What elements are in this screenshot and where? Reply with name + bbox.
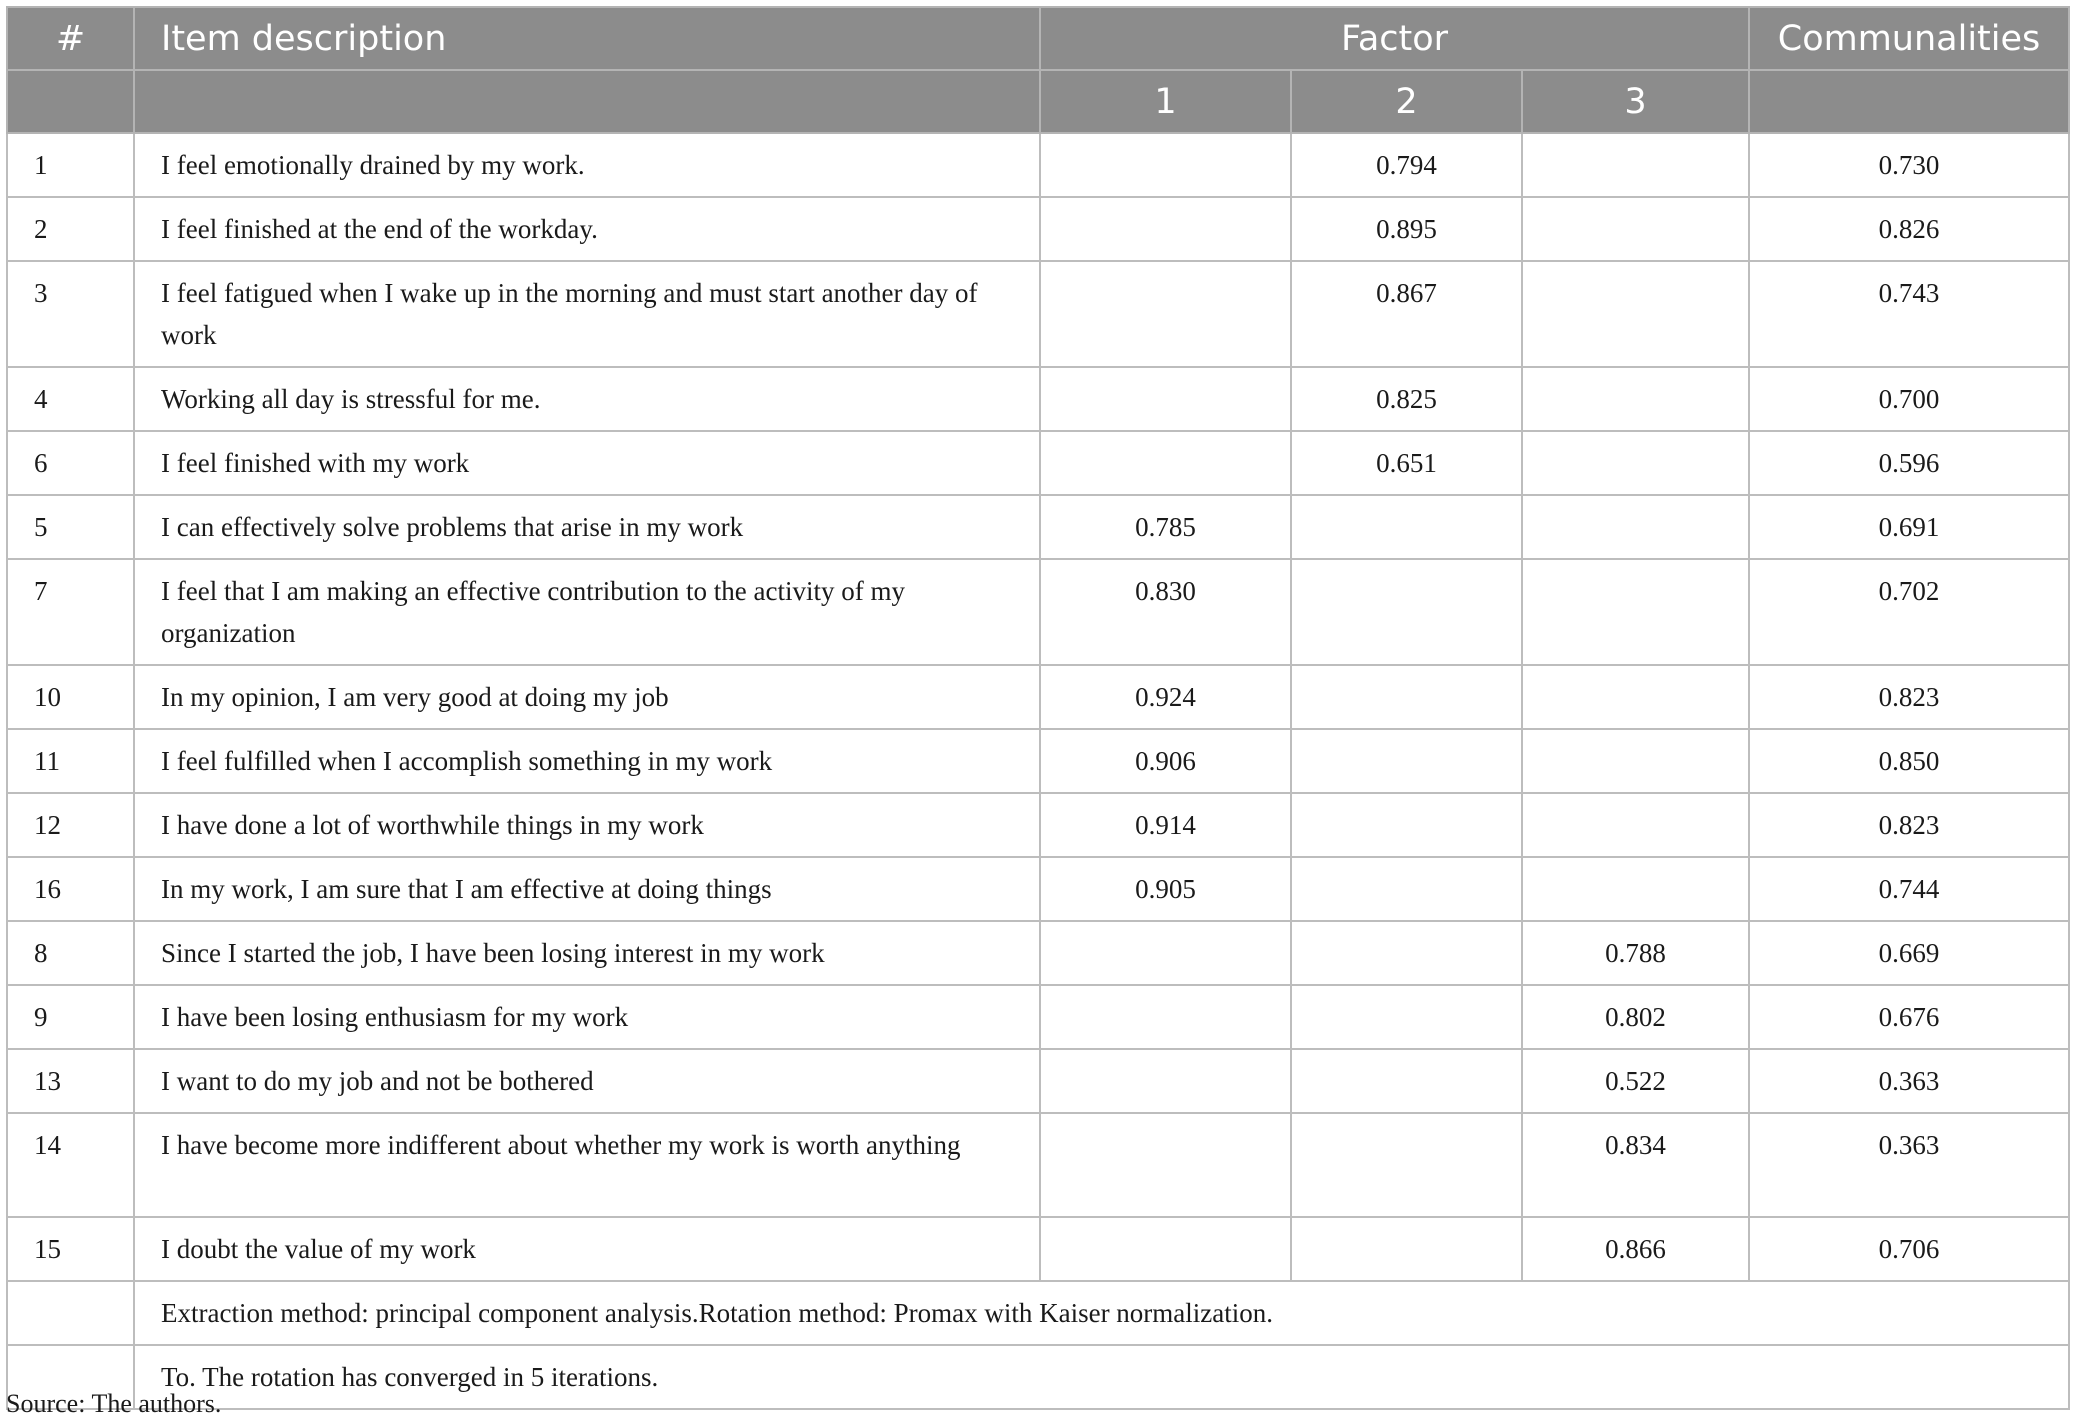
factor-2-loading — [1291, 921, 1522, 985]
factor-2-loading: 0.867 — [1291, 261, 1522, 367]
item-number: 14 — [7, 1113, 134, 1217]
table-row — [7, 1049, 2069, 1113]
factor-1-loading: 0.785 — [1040, 495, 1291, 559]
table-row — [7, 1217, 2069, 1281]
factor-1-loading — [1040, 367, 1291, 431]
header-blank-num — [7, 70, 134, 133]
header-factor-3: 3 — [1522, 70, 1749, 133]
factor-1-loading — [1040, 261, 1291, 367]
header-num: # — [7, 7, 134, 70]
communality-value: 0.596 — [1749, 431, 2069, 495]
communality-value: 0.743 — [1749, 261, 2069, 367]
header-factor: Factor — [1040, 7, 1749, 70]
factor-2-loading — [1291, 665, 1522, 729]
item-description: I have become more indifferent about whether my work is worth anything — [134, 1113, 1040, 1217]
table-row — [7, 367, 2069, 431]
table-row — [7, 921, 2069, 985]
note-blank-cell — [7, 1281, 134, 1345]
communality-value: 0.676 — [1749, 985, 2069, 1049]
factor-1-loading — [1040, 985, 1291, 1049]
factor-3-loading: 0.866 — [1522, 1217, 1749, 1281]
item-description: I can effectively solve problems that arise in my work — [134, 495, 1040, 559]
table-body — [7, 133, 2069, 1409]
header-item-description: Item description — [134, 7, 1040, 70]
header-row-2 — [7, 70, 2069, 133]
factor-3-loading — [1522, 261, 1749, 367]
factor-2-loading — [1291, 1113, 1522, 1217]
item-description: I want to do my job and not be bothered — [134, 1049, 1040, 1113]
source-note: Source: The authors. — [6, 1389, 222, 1418]
table-note: Extraction method: principal component analysis.Rotation method: Promax with Kaiser normalization. — [134, 1281, 2069, 1345]
factor-1-loading — [1040, 921, 1291, 985]
header-blank-comm — [1749, 70, 2069, 133]
item-description: In my work, I am sure that I am effective at doing things — [134, 857, 1040, 921]
factor-1-loading — [1040, 431, 1291, 495]
factor-3-loading — [1522, 495, 1749, 559]
item-description: I feel fatigued when I wake up in the morning and must start another day of work — [134, 261, 1040, 367]
item-description: I have been losing enthusiasm for my work — [134, 985, 1040, 1049]
item-number: 12 — [7, 793, 134, 857]
factor-1-loading: 0.914 — [1040, 793, 1291, 857]
factor-3-loading — [1522, 793, 1749, 857]
table-row — [7, 793, 2069, 857]
header-blank-desc — [134, 70, 1040, 133]
factor-3-loading: 0.788 — [1522, 921, 1749, 985]
table-row — [7, 495, 2069, 559]
item-number: 6 — [7, 431, 134, 495]
communality-value: 0.363 — [1749, 1113, 2069, 1217]
communality-value: 0.669 — [1749, 921, 2069, 985]
factor-2-loading: 0.651 — [1291, 431, 1522, 495]
note-row — [7, 1345, 2069, 1409]
item-number: 16 — [7, 857, 134, 921]
communality-value: 0.826 — [1749, 197, 2069, 261]
table-row — [7, 1113, 2069, 1217]
item-number: 7 — [7, 559, 134, 665]
item-number: 5 — [7, 495, 134, 559]
factor-3-loading — [1522, 857, 1749, 921]
table-row — [7, 261, 2069, 367]
item-number: 1 — [7, 133, 134, 197]
table-row — [7, 133, 2069, 197]
header-factor-2: 2 — [1291, 70, 1522, 133]
item-description: In my opinion, I am very good at doing my job — [134, 665, 1040, 729]
communality-value: 0.744 — [1749, 857, 2069, 921]
table-row — [7, 857, 2069, 921]
item-description: I feel fulfilled when I accomplish something in my work — [134, 729, 1040, 793]
factor-2-loading: 0.794 — [1291, 133, 1522, 197]
factor-3-loading — [1522, 367, 1749, 431]
factor-1-loading: 0.830 — [1040, 559, 1291, 665]
factor-3-loading — [1522, 431, 1749, 495]
factor-1-loading: 0.924 — [1040, 665, 1291, 729]
factor-2-loading — [1291, 793, 1522, 857]
header-communalities: Communalities — [1749, 7, 2069, 70]
item-description: Working all day is stressful for me. — [134, 367, 1040, 431]
item-description: I have done a lot of worthwhile things in my work — [134, 793, 1040, 857]
factor-2-loading — [1291, 495, 1522, 559]
factor-2-loading — [1291, 1049, 1522, 1113]
factor-analysis-table — [6, 6, 2070, 1410]
factor-3-loading: 0.802 — [1522, 985, 1749, 1049]
communality-value: 0.363 — [1749, 1049, 2069, 1113]
item-description: I feel that I am making an effective contribution to the activity of my organization — [134, 559, 1040, 665]
communality-value: 0.706 — [1749, 1217, 2069, 1281]
table-row — [7, 559, 2069, 665]
factor-1-loading: 0.905 — [1040, 857, 1291, 921]
communality-value: 0.691 — [1749, 495, 2069, 559]
factor-1-loading — [1040, 1049, 1291, 1113]
item-number: 13 — [7, 1049, 134, 1113]
communality-value: 0.850 — [1749, 729, 2069, 793]
item-number: 3 — [7, 261, 134, 367]
factor-3-loading — [1522, 133, 1749, 197]
item-number: 2 — [7, 197, 134, 261]
factor-2-loading — [1291, 857, 1522, 921]
table-row — [7, 985, 2069, 1049]
table-row — [7, 665, 2069, 729]
item-number: 15 — [7, 1217, 134, 1281]
item-number: 9 — [7, 985, 134, 1049]
factor-1-loading: 0.906 — [1040, 729, 1291, 793]
factor-3-loading — [1522, 665, 1749, 729]
factor-1-loading — [1040, 197, 1291, 261]
communality-value: 0.823 — [1749, 793, 2069, 857]
communality-value: 0.823 — [1749, 665, 2069, 729]
factor-2-loading: 0.895 — [1291, 197, 1522, 261]
item-number: 4 — [7, 367, 134, 431]
factor-1-loading — [1040, 1113, 1291, 1217]
factor-3-loading — [1522, 559, 1749, 665]
factor-3-loading — [1522, 197, 1749, 261]
factor-2-loading — [1291, 1217, 1522, 1281]
item-number: 10 — [7, 665, 134, 729]
factor-2-loading — [1291, 985, 1522, 1049]
factor-2-loading — [1291, 559, 1522, 665]
item-description: I feel finished with my work — [134, 431, 1040, 495]
table-row — [7, 431, 2069, 495]
communality-value: 0.730 — [1749, 133, 2069, 197]
communality-value: 0.700 — [1749, 367, 2069, 431]
factor-1-loading — [1040, 133, 1291, 197]
factor-3-loading: 0.522 — [1522, 1049, 1749, 1113]
item-description: Since I started the job, I have been losing interest in my work — [134, 921, 1040, 985]
table-row — [7, 729, 2069, 793]
note-row — [7, 1281, 2069, 1345]
factor-2-loading — [1291, 729, 1522, 793]
table-row — [7, 197, 2069, 261]
item-description: I doubt the value of my work — [134, 1217, 1040, 1281]
item-description: I feel emotionally drained by my work. — [134, 133, 1040, 197]
header-row-1 — [7, 7, 2069, 70]
factor-1-loading — [1040, 1217, 1291, 1281]
communality-value: 0.702 — [1749, 559, 2069, 665]
table-note: To. The rotation has converged in 5 iterations. — [134, 1345, 2069, 1409]
factor-3-loading — [1522, 729, 1749, 793]
factor-3-loading: 0.834 — [1522, 1113, 1749, 1217]
table-container — [6, 6, 2068, 1410]
item-number: 8 — [7, 921, 134, 985]
item-description: I feel finished at the end of the workday. — [134, 197, 1040, 261]
factor-2-loading: 0.825 — [1291, 367, 1522, 431]
header-factor-1: 1 — [1040, 70, 1291, 133]
item-number: 11 — [7, 729, 134, 793]
